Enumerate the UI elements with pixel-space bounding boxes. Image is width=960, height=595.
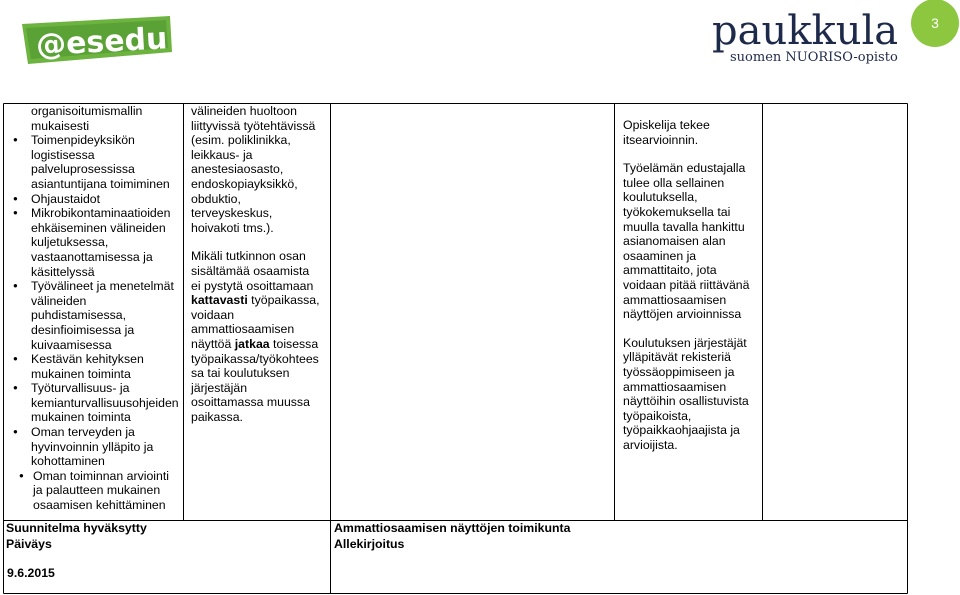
text-line: ylläpitävät rekisteriä (623, 350, 731, 365)
text-line: koulutuksella, (623, 190, 698, 205)
list-item-line: ehkäiseminen välineiden (31, 220, 166, 235)
paukkula-subtitle: suomen NUORISO-opisto (730, 50, 898, 65)
text-line: Mikäli tutkinnon osan (191, 249, 306, 264)
list-item-line: desinfioimisessa ja (31, 322, 135, 337)
list-item-line: osaamisen kehittäminen (33, 498, 166, 513)
text-line: itsearvioinnin. (623, 132, 699, 147)
emphasis-text: kattavasti (191, 293, 248, 308)
competence-list (7, 133, 185, 512)
text-line: anestesiaosasto, (191, 162, 284, 177)
approval-title: Suunnitelma hyväksytty (6, 521, 147, 535)
approval-section (6, 521, 326, 551)
list-item-line: käsittelyssä (31, 264, 95, 279)
text-line: työkokemuksella tai (623, 204, 731, 219)
text-line: asianomaisen alan (623, 234, 726, 249)
text-line: obduktio, (191, 191, 241, 206)
list-item-line: logistisessa (31, 147, 95, 162)
paukkula-wordmark: paukkula (712, 8, 899, 54)
list-item-line: ● Työvälineet ja menetelmät (31, 279, 174, 294)
self-assessment-paragraph (623, 118, 761, 147)
list-item-line: ● Toimenpideyksikön (31, 133, 135, 148)
list-item-line: välineiden (31, 293, 87, 308)
text-line: voidaan pitää riittävänä (623, 277, 750, 292)
page-number-badge: 3 (911, 0, 959, 47)
text-line (191, 337, 329, 352)
text-line: ammattitaito, jota (623, 263, 717, 278)
esedu-logo (22, 12, 172, 64)
text-line: osaaminen ja (623, 248, 697, 263)
text-line: näyttöihin osallistuvista (623, 394, 749, 409)
intro-line: mukaisesti (31, 118, 90, 133)
list-item-line: mukainen toiminta (31, 366, 131, 381)
list-item-line: puhdistamisessa, (31, 308, 127, 323)
list-item-line: ● Työturvallisuus- ja (31, 381, 130, 396)
text-line: työssäoppimiseen ja (623, 364, 735, 379)
text-line: Opiskelija tekee (623, 118, 710, 132)
text-line: Koulutuksen järjestäjät (623, 335, 747, 350)
list-item-line: kuljetuksessa, (31, 235, 109, 250)
list-item (7, 352, 185, 381)
list-item (7, 192, 185, 207)
list-item-line: kemianturvallisuusohjeiden (31, 395, 179, 410)
text-fragment: toisessa (269, 336, 319, 351)
list-item-line: ● Ohjaustaidot (31, 191, 101, 206)
list-item-line: kohottaminen (31, 454, 105, 469)
alternative-paragraph (191, 249, 329, 424)
assessor-paragraph (623, 161, 761, 322)
text-line: (esim. poliklinikka, (191, 133, 291, 148)
assessment-column (623, 118, 761, 452)
esedu-logo-mark (22, 12, 172, 64)
list-item (7, 206, 185, 279)
list-item-line: palveluprosessissa (31, 162, 135, 177)
list-item (7, 469, 185, 513)
list-item-line: kuivaamisessa (31, 337, 112, 352)
list-item-line: ● Oman toiminnan arviointi (33, 468, 170, 483)
text-line: järjestäjän (191, 380, 248, 395)
text-fragment: näyttöä (191, 336, 235, 351)
demonstration-column (191, 104, 329, 424)
text-line: työpaikassa/työkohtees (191, 351, 319, 366)
list-item (7, 425, 185, 469)
text-line: välineiden huoltoon (191, 104, 297, 118)
intro-text (7, 104, 185, 133)
list-item-line: ● Oman terveyden ja (31, 425, 135, 440)
text-line: voidaan (191, 307, 235, 322)
list-item-line: asiantuntijana toimiminen (31, 176, 170, 191)
list-item-line: hyvinvoinnin ylläpito ja (31, 439, 154, 454)
text-line: sisältämää osaamista (191, 263, 310, 278)
text-line: muulla tavalla hankittu (623, 219, 745, 234)
text-line: liittyvissä työtehtävissä (191, 118, 316, 133)
date-label: Päiväys (6, 536, 52, 551)
list-item (7, 279, 185, 352)
svg-text:@esedu: @esedu (35, 21, 169, 64)
text-line: hoivakoti tms.). (191, 220, 274, 235)
emphasis-text: jatkaa (234, 336, 270, 351)
committee-section (334, 521, 634, 551)
list-item (7, 381, 185, 425)
register-paragraph (623, 336, 761, 453)
text-line: ei pystytä osoittamaan (191, 278, 314, 293)
list-item-line: mukainen toiminta (31, 410, 131, 425)
list-item (7, 133, 185, 191)
list-item-line: vastaanottamisessa ja (31, 249, 153, 264)
text-line: leikkaus- ja (191, 147, 253, 162)
text-line: ammattiosaamisen (623, 292, 727, 307)
list-item-line: ● Kestävän kehityksen (31, 352, 144, 367)
text-line: osoittamassa muussa (191, 395, 310, 410)
text-line (191, 293, 329, 308)
environment-paragraph (191, 104, 329, 235)
text-line: työpaikoista, (623, 408, 692, 423)
signature-label: Allekirjoitus (334, 536, 405, 551)
paukkula-logo (712, 10, 897, 70)
text-line: sa tai koulutuksen (191, 366, 290, 381)
text-line: näyttöjen arvioinnissa (623, 307, 742, 322)
text-line: ammattiosaamisen (191, 322, 295, 337)
text-line: Työelämän edustajalla (623, 161, 746, 176)
text-line: paikassa. (191, 409, 243, 424)
intro-line: organisoitumismallin (31, 104, 143, 118)
approval-date: 9.6.2015 (7, 566, 55, 580)
text-line: terveyskeskus, (191, 206, 273, 221)
committee-title: Ammattiosaamisen näyttöjen toimikunta (334, 521, 571, 535)
text-line: ammattiosaamisen (623, 379, 727, 394)
text-fragment: työpaikassa, (247, 293, 320, 308)
list-item-line: ● Mikrobikontaminaatioiden (31, 206, 171, 221)
text-line: tulee olla sellainen (623, 175, 725, 190)
list-item-line: ja palautteen mukainen (33, 483, 161, 498)
text-line: arvioijista. (623, 437, 678, 452)
text-line: endoskopiayksikkö, (191, 176, 298, 191)
text-line: työpaikkaohjaajista ja (623, 423, 740, 438)
competence-column (7, 104, 185, 513)
